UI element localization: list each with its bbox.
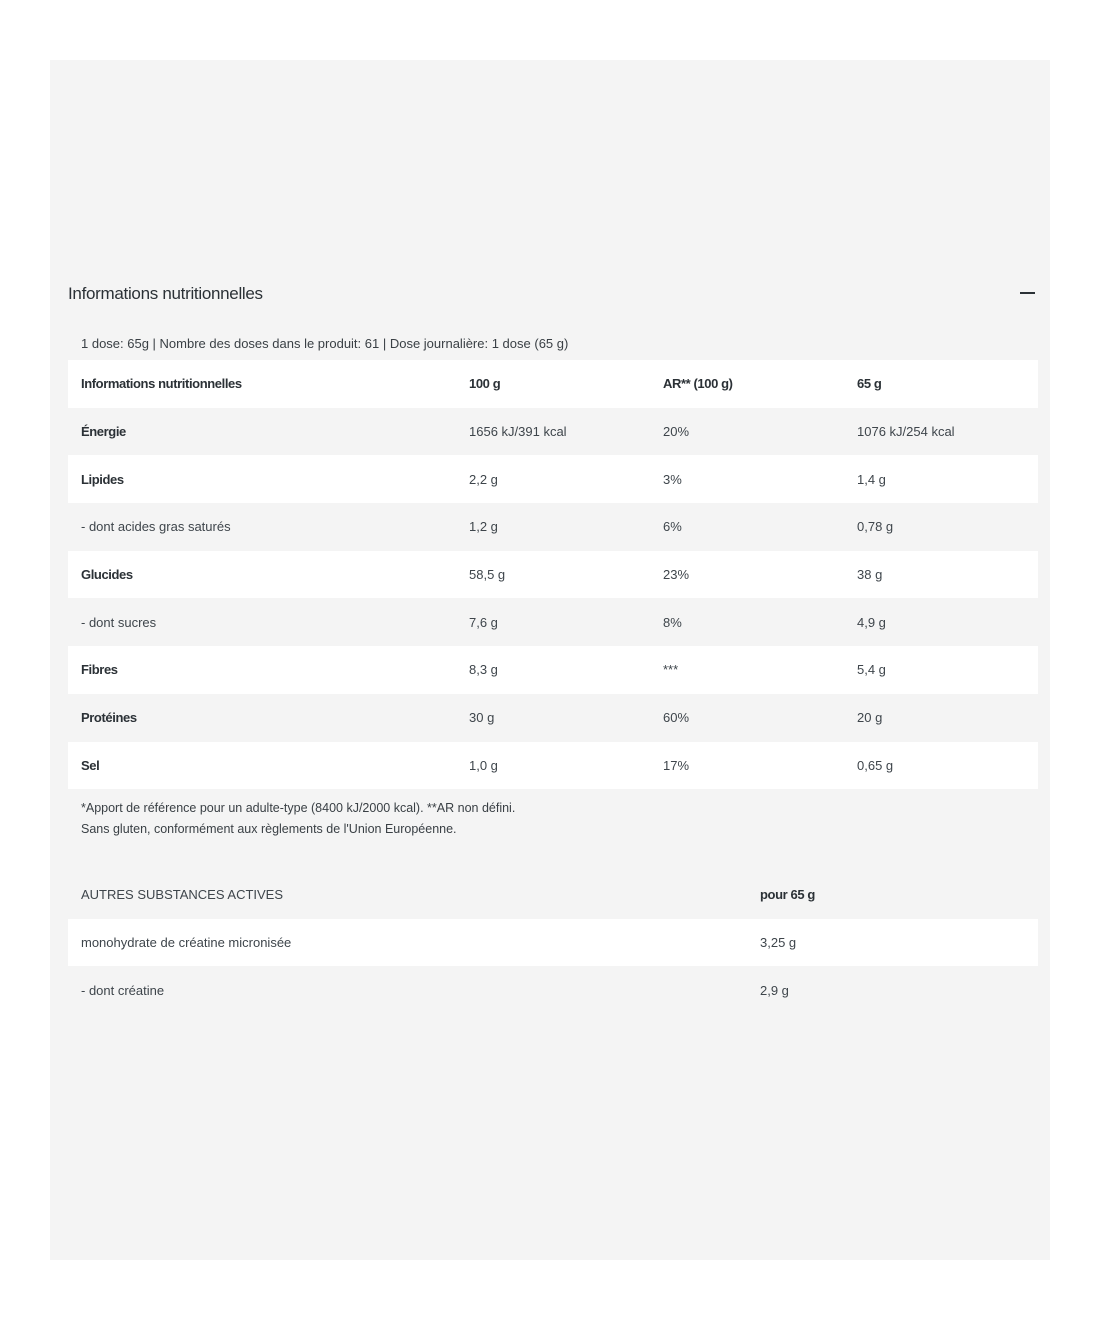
value-per-dose: 0,78 g <box>844 503 1038 551</box>
header-per-100g: 100 g <box>456 360 650 408</box>
table-row <box>68 551 1038 599</box>
substance-name: monohydrate de créatine micronisée <box>68 919 747 967</box>
table-row <box>68 742 1038 790</box>
value-ar: *** <box>650 646 844 694</box>
value-ar: 17% <box>650 742 844 790</box>
value-per-dose: 4,9 g <box>844 598 1038 646</box>
value-per-100g: 7,6 g <box>456 598 650 646</box>
value-per-dose: 20 g <box>844 694 1038 742</box>
value-per-dose: 0,65 g <box>844 742 1038 790</box>
header-substances: AUTRES SUBSTANCES ACTIVES <box>68 871 747 919</box>
footnotes <box>81 798 515 840</box>
value-ar: 3% <box>650 455 844 503</box>
value-per-100g: 30 g <box>456 694 650 742</box>
footnote-gluten: Sans gluten, conformément aux règlements de l'Union Européenne. <box>81 822 457 836</box>
substance-value: 3,25 g <box>747 919 1038 967</box>
table-row <box>68 455 1038 503</box>
nutrient-name: Glucides <box>68 551 456 599</box>
minus-icon[interactable] <box>1020 292 1035 294</box>
table-row <box>68 408 1038 456</box>
nutrient-name: Lipides <box>68 455 456 503</box>
substance-name: - dont créatine <box>68 966 747 1014</box>
value-per-dose: 1,4 g <box>844 455 1038 503</box>
value-ar: 8% <box>650 598 844 646</box>
nutrient-name: Protéines <box>68 694 456 742</box>
nutrient-name: Sel <box>68 742 456 790</box>
table-header-row <box>68 360 1038 408</box>
header-per-dose: 65 g <box>844 360 1038 408</box>
value-per-100g: 1,2 g <box>456 503 650 551</box>
table-row <box>68 919 1038 967</box>
value-ar: 6% <box>650 503 844 551</box>
value-per-100g: 58,5 g <box>456 551 650 599</box>
header-per-dose: pour 65 g <box>747 871 1038 919</box>
footnote-reference: *Apport de référence pour un adulte-type (8400 kJ/2000 kcal). **AR non défini. <box>81 801 516 815</box>
nutrient-name: - dont sucres <box>68 598 456 646</box>
table-row <box>68 503 1038 551</box>
table-row <box>68 646 1038 694</box>
value-ar: 23% <box>650 551 844 599</box>
value-ar: 20% <box>650 408 844 456</box>
value-per-dose: 1076 kJ/254 kcal <box>844 408 1038 456</box>
table-row <box>68 598 1038 646</box>
nutrition-panel <box>50 60 1050 1260</box>
nutrient-name: Fibres <box>68 646 456 694</box>
section-header[interactable] <box>68 282 1038 312</box>
substance-value: 2,9 g <box>747 966 1038 1014</box>
substances-table <box>68 871 1038 1014</box>
dose-info: 1 dose: 65g | Nombre des doses dans le produit: 61 | Dose journalière: 1 dose (65 g) <box>81 336 569 351</box>
table-row <box>68 966 1038 1014</box>
section-title: Informations nutritionnelles <box>68 284 263 303</box>
value-per-dose: 5,4 g <box>844 646 1038 694</box>
header-nutrition: Informations nutritionnelles <box>68 360 456 408</box>
value-per-dose: 38 g <box>844 551 1038 599</box>
value-per-100g: 1,0 g <box>456 742 650 790</box>
value-per-100g: 2,2 g <box>456 455 650 503</box>
value-ar: 60% <box>650 694 844 742</box>
table-header-row <box>68 871 1038 919</box>
nutrient-name: Énergie <box>68 408 456 456</box>
nutrient-name: - dont acides gras saturés <box>68 503 456 551</box>
table-row <box>68 694 1038 742</box>
value-per-100g: 8,3 g <box>456 646 650 694</box>
header-ar: AR** (100 g) <box>650 360 844 408</box>
nutrition-table <box>68 360 1038 789</box>
value-per-100g: 1656 kJ/391 kcal <box>456 408 650 456</box>
